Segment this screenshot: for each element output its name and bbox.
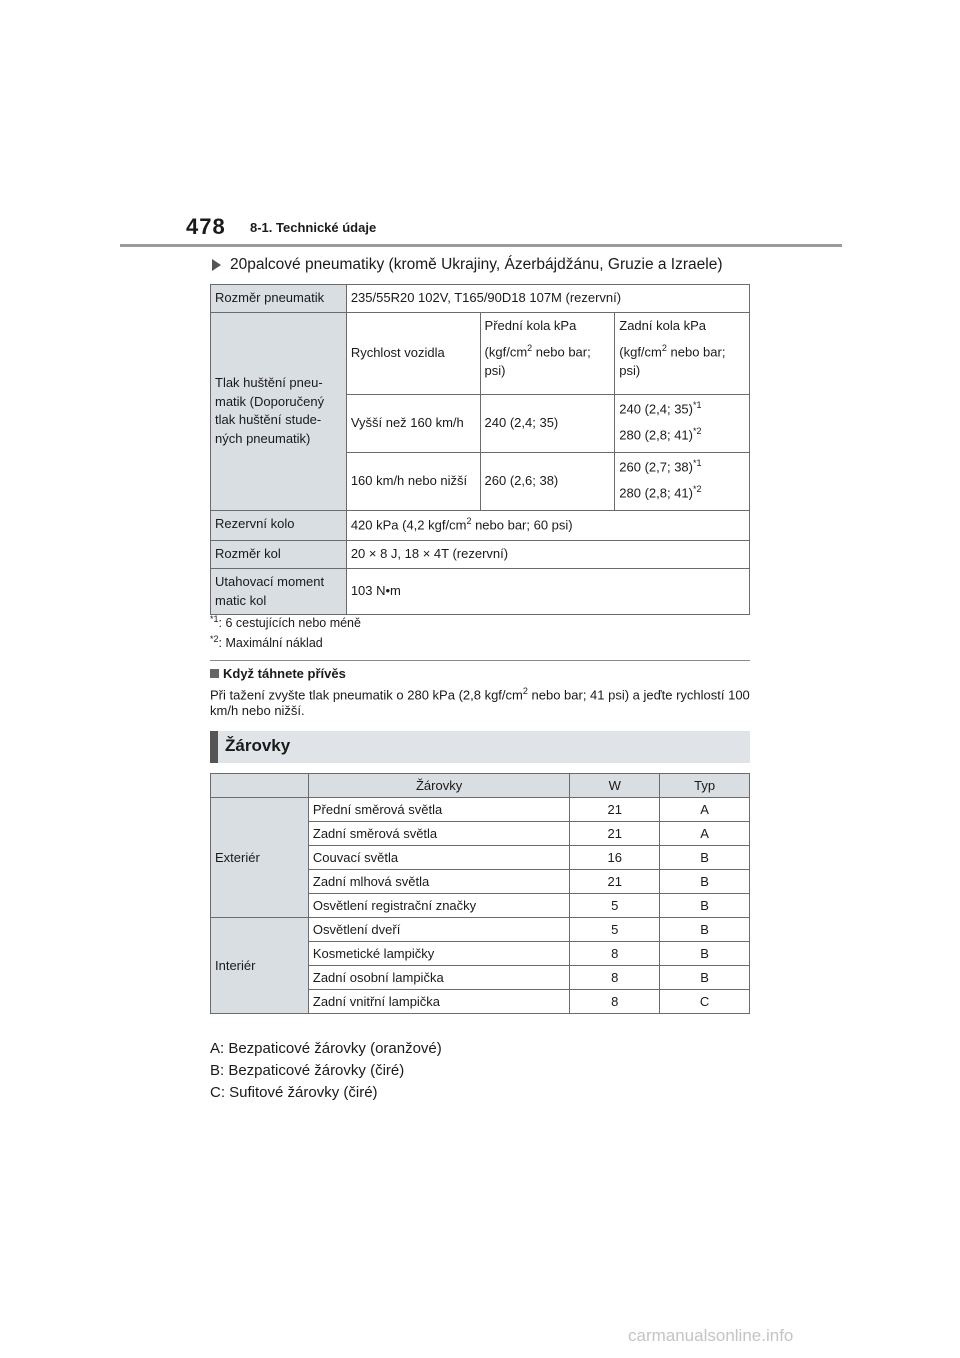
superscript: 2 — [466, 516, 472, 527]
square-bullet-icon — [210, 669, 219, 678]
superscript: 2 — [527, 342, 533, 353]
watermark: carmanualsonline.info — [628, 1326, 794, 1345]
pressure-label: Tlak huštění pneu-matik (Doporučený tlak huštění stude-ných pneumatik) — [211, 312, 347, 510]
table-row — [211, 798, 750, 822]
section-divider — [210, 660, 750, 661]
table-row — [211, 568, 750, 615]
header-rule — [120, 244, 842, 247]
wheel-size-label: Rozměr kol — [211, 540, 347, 568]
tire-spec-table — [210, 284, 750, 615]
footnote-mark: *2 — [692, 426, 702, 437]
rear-pressure-2: 280 (2,8; 41) — [619, 485, 693, 501]
spare-value-tail: nebo bar; 60 psi) — [471, 517, 573, 533]
col-rear-header — [615, 312, 750, 394]
bulb-type: B — [660, 942, 750, 966]
page-number: 478 — [186, 214, 226, 239]
spare-label: Rezervní kolo — [211, 510, 347, 540]
header-empty-cell — [211, 774, 309, 798]
towing-text-tail: nebo bar; 41 psi) a jeďte rychlostí 100 km/h nebo nižší. — [210, 687, 750, 718]
bulb-type: A — [660, 798, 750, 822]
footnote-mark: *2 — [210, 634, 219, 644]
footnote-mark: *2 — [692, 484, 702, 495]
speed-cell: Vyšší než 160 km/h — [346, 394, 480, 452]
spare-value-text: 420 kPa (4,2 kgf/cm — [350, 517, 467, 533]
bulb-watt: 16 — [570, 846, 660, 870]
bulb-type: B — [660, 870, 750, 894]
bulb-watt: 21 — [570, 870, 660, 894]
torque-value: 103 N•m — [346, 568, 749, 615]
header-type: Typ — [660, 774, 750, 798]
bulb-name: Zadní osobní lampička — [308, 966, 569, 990]
bulb-watt: 21 — [570, 822, 660, 846]
bulb-type: B — [660, 966, 750, 990]
wheel-size-value: 20 × 8 J, 18 × 4T (rezervní) — [346, 540, 749, 568]
speed-cell: 160 km/h nebo nižší — [346, 452, 480, 510]
footnote-mark: *1 — [692, 457, 702, 468]
bulb-watt: 21 — [570, 798, 660, 822]
superscript: 2 — [661, 342, 667, 353]
bulb-type: B — [660, 918, 750, 942]
bulb-type: C — [660, 990, 750, 1014]
bulbs-heading: Žárovky — [210, 731, 750, 763]
bulb-name: Zadní vnitřní lampička — [308, 990, 569, 1014]
bulb-type: B — [660, 846, 750, 870]
rear-pressure-cell — [615, 452, 750, 510]
header-watt: W — [570, 774, 660, 798]
footnote-2 — [210, 634, 323, 650]
tire-size-label: Rozměr pneumatik — [211, 285, 347, 313]
bulb-name: Zadní směrová světla — [308, 822, 569, 846]
bulb-watt: 5 — [570, 918, 660, 942]
bulb-name: Přední směrová světla — [308, 798, 569, 822]
table-row — [211, 312, 750, 394]
rear-pressure-cell — [615, 394, 750, 452]
bulb-type: B — [660, 894, 750, 918]
table-row — [211, 918, 750, 942]
bulb-watt: 8 — [570, 990, 660, 1014]
section-header: 8-1. Technické údaje — [250, 220, 377, 235]
col-rear-unit: (kgf/cm — [619, 344, 662, 360]
footnote-mark: *1 — [692, 399, 702, 410]
spare-value — [346, 510, 749, 540]
col-speed-header: Rychlost vozidla — [346, 312, 480, 394]
group-interior: Interiér — [211, 918, 309, 1014]
towing-heading — [210, 666, 346, 681]
table-row — [211, 285, 750, 313]
front-pressure-cell: 240 (2,4; 35) — [480, 394, 615, 452]
bulb-name: Couvací světla — [308, 846, 569, 870]
footnote-text: : Maximální náklad — [218, 636, 323, 651]
col-front-header — [480, 312, 615, 394]
rear-pressure-1: 240 (2,4; 35) — [619, 401, 693, 417]
footnote-mark: *1 — [210, 614, 219, 624]
bulb-watt: 8 — [570, 942, 660, 966]
rear-pressure-1: 260 (2,7; 38) — [619, 459, 693, 475]
group-exterior: Exteriér — [211, 798, 309, 918]
torque-label: Utahovací moment matic kol — [211, 568, 347, 615]
bulb-name: Osvětlení registrační značky — [308, 894, 569, 918]
bulb-watt: 5 — [570, 894, 660, 918]
tire-subheading-text: 20palcové pneumatiky (kromě Ukrajiny, Ázerbájdžánu, Gruzie a Izraele) — [230, 256, 723, 273]
footnote-1 — [210, 614, 361, 630]
table-row — [211, 540, 750, 568]
front-pressure-cell: 260 (2,6; 38) — [480, 452, 615, 510]
header-bulb: Žárovky — [308, 774, 569, 798]
table-header-row — [211, 774, 750, 798]
towing-heading-text: Když táhnete přívěs — [223, 666, 346, 681]
col-front-unit: (kgf/cm — [484, 344, 528, 360]
col-rear-line2 — [619, 342, 745, 381]
tire-size-value: 235/55R20 102V, T165/90D18 107M (rezervní) — [346, 285, 749, 313]
bulb-name: Zadní mlhová světla — [308, 870, 569, 894]
superscript: 2 — [522, 686, 528, 696]
towing-text-part: Při tažení zvyšte tlak pneumatik o 280 kPa (2,8 kgf/cm — [210, 687, 523, 703]
bulbs-table — [210, 773, 750, 1014]
table-row — [211, 510, 750, 540]
legend-c: C: Sufitové žárovky (čiré) — [210, 1084, 378, 1101]
footnote-text: : 6 cestujících nebo méně — [218, 616, 361, 631]
legend-a: A: Bezpaticové žárovky (oranžové) — [210, 1040, 442, 1057]
triangle-bullet-icon — [212, 259, 221, 271]
bulb-name: Kosmetické lampičky — [308, 942, 569, 966]
bulb-name: Osvětlení dveří — [308, 918, 569, 942]
col-front-line1: Přední kola kPa — [484, 317, 577, 333]
tire-subheading — [212, 256, 723, 274]
bulb-type: A — [660, 822, 750, 846]
rear-pressure-2: 280 (2,8; 41) — [619, 427, 693, 443]
col-rear-line1: Zadní kola kPa — [619, 317, 706, 333]
col-front-unit-tail: nebo bar; psi) — [484, 344, 591, 378]
col-front-line2 — [485, 342, 611, 381]
bulb-watt: 8 — [570, 966, 660, 990]
col-rear-unit-tail: nebo bar; psi) — [619, 344, 726, 378]
towing-text — [210, 686, 750, 719]
legend-b: B: Bezpaticové žárovky (čiré) — [210, 1062, 405, 1079]
